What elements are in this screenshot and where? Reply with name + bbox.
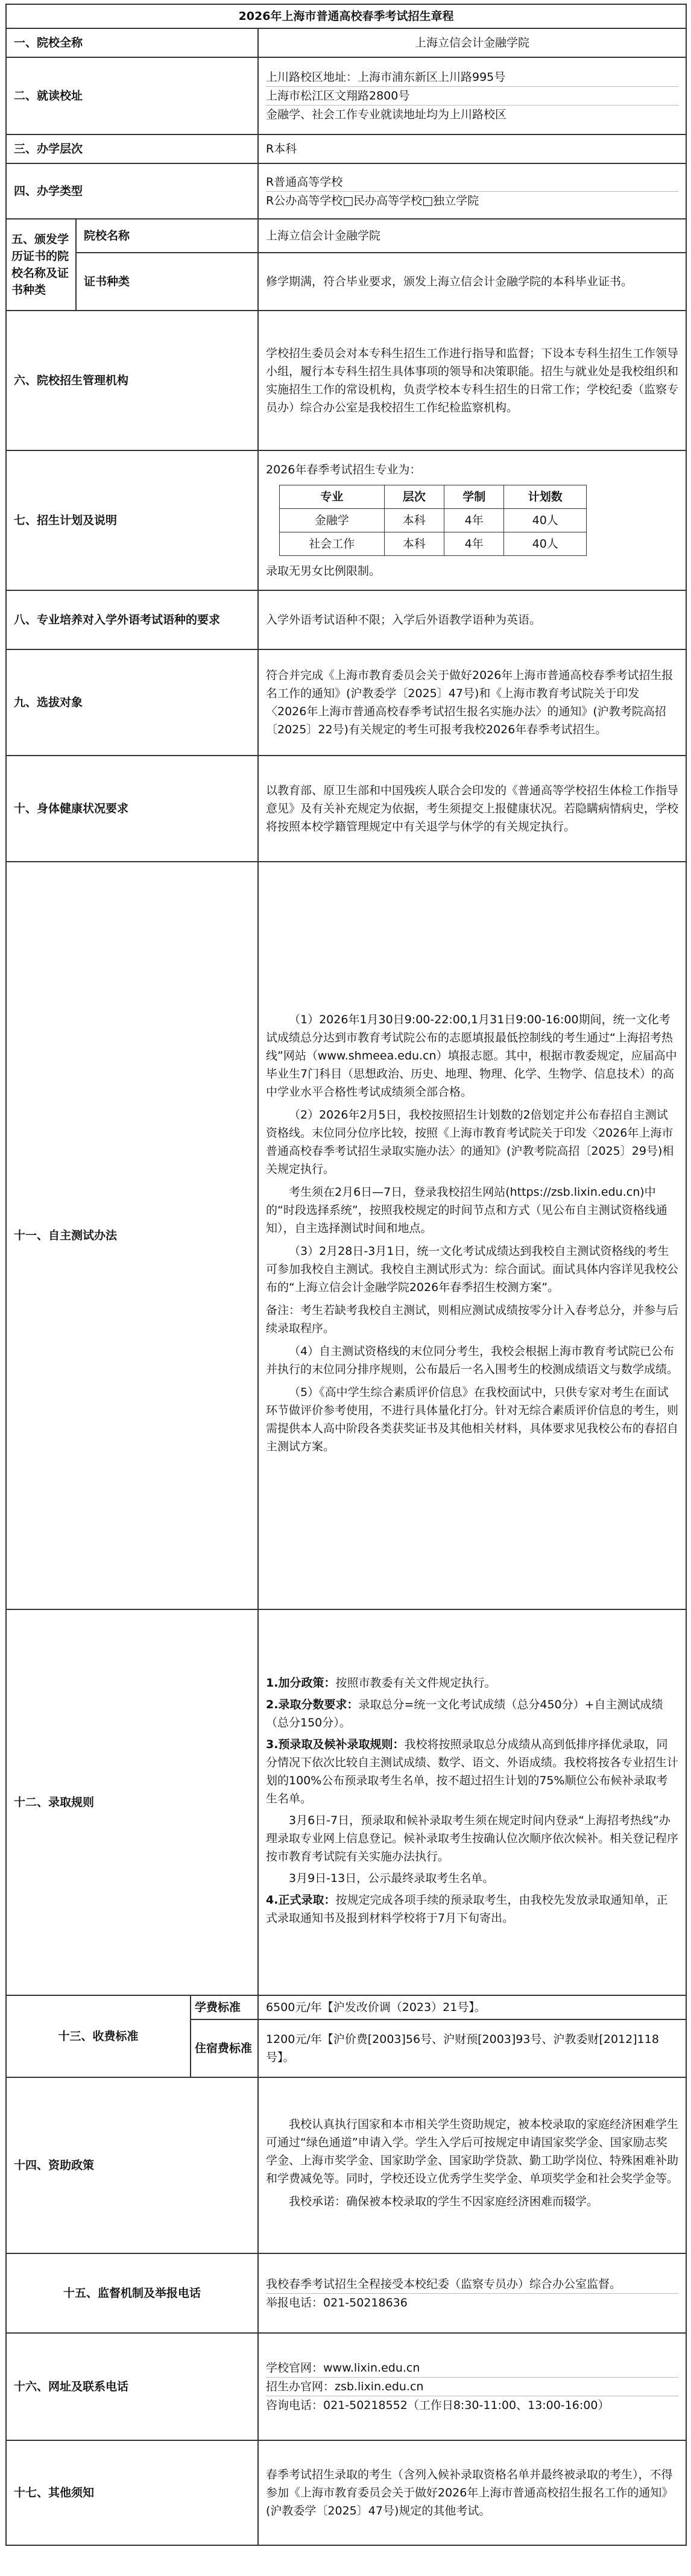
school-website: 学校官网：www.lixin.edu.cn — [266, 2359, 678, 2378]
value-school-name: 上海立信会计金融学院 — [258, 28, 686, 57]
value-foreign-language: 入学外语考试语种不限；入学后外语教学语种为英语。 — [258, 590, 686, 649]
enrollment-header-row — [280, 485, 587, 509]
label-school-name: 一、院校全称 — [6, 28, 258, 57]
label-tuition: 学费标准 — [191, 1995, 258, 2019]
title-row — [6, 4, 686, 28]
test-para-5: （4）自主测试资格线的末位同分考生，我校会根据上海市教育考试院已公布并执行的末位同分排序规则，公布最后一名入围考生的校测成绩语文与数学成绩。 — [266, 1345, 679, 1376]
row-contact — [6, 2333, 686, 2440]
school-type-line-2: R公办高等学校□民办高等学校□独立学院 — [266, 194, 479, 207]
label-cert-type: 证书种类 — [76, 253, 258, 311]
test-para-6: （5）《高中学生综合素质评价信息》在我校面试中，只供专家对考生在面试环节做评价参考使用，不进行具体量化打分。针对无综合素质评价信息的考生，则需提供本人高中阶段各类获奖证书及其他相关材料，具体要求见我校公布的春招自主测试方案。 — [266, 1386, 679, 1453]
row-fees-tuition — [6, 1995, 686, 2019]
value-admission-rules — [258, 1609, 686, 1995]
cell-level: 本科 — [384, 532, 444, 556]
row-foreign-language — [6, 590, 686, 649]
rule-3 — [266, 1735, 678, 1808]
value-cert-school-name: 上海立信会计金融学院 — [258, 219, 686, 253]
label-supervision: 十五、监督机制及举报电话 — [6, 2253, 258, 2333]
label-cert-school-name: 院校名称 — [76, 219, 258, 253]
cell-duration: 4年 — [444, 509, 504, 532]
value-education-level: R本科 — [258, 134, 686, 163]
label-contact: 十六、网址及联系电话 — [6, 2333, 258, 2440]
value-financial-aid — [258, 2077, 686, 2253]
label-other-notes: 十七、其他须知 — [6, 2440, 258, 2545]
school-type-line-1: R普通高等学校 — [266, 173, 678, 192]
supervision-text: 我校春季考试招生全程接受本校纪委（监察专员办）综合办公室监督。 — [266, 2275, 678, 2294]
row-education-level — [6, 134, 686, 163]
rule-3-para-2: 3月6日-7日，预录取和候补录取考生须在规定时间内登录“上海招考热线”办理录取专业网上信息登记。候补录取考生按确认位次顺序依次候补。相关登记程序按市教育考试院有关实施办法执行。 — [266, 1814, 679, 1863]
row-campus-address — [6, 57, 686, 134]
row-school-name — [6, 28, 686, 57]
value-health: 以教育部、原卫生部和中国残疾人联合会印发的《普通高等学校招生体检工作指导意见》及有关补充规定为依据，考生须提交上报健康状况。若隐瞒病情病史，学校将按照本校学籍管理规定中有关退学与休学的有关规定执行。 — [258, 756, 686, 862]
value-other-notes: 春季考试招生录取的考生（含列入候补录取资格名单并最终被录取的考生），不得参加《上海市教育委员会关于做好2026年上海市普通高校招生报名工作的通知》(沪教委学〔2025〕47号)规定的其他考试。 — [258, 2440, 686, 2545]
label-school-type: 四、办学类型 — [6, 163, 258, 219]
rule-3-title: 3.预录取及候补录取规则： — [266, 1738, 405, 1751]
header-major: 专业 — [280, 485, 385, 509]
value-cert-type: 修学期满，符合毕业要求，颁发上海立信会计金融学院的本科毕业证书。 — [258, 253, 686, 311]
label-education-level: 三、办学层次 — [6, 134, 258, 163]
value-campus-address — [258, 57, 686, 134]
label-financial-aid: 十四、资助政策 — [6, 2077, 258, 2253]
page-title: 2026年上海市普通高校春季考试招生章程 — [6, 4, 686, 28]
table-row — [280, 532, 587, 556]
test-note: 备注：考生若缺考我校自主测试，则相应测试成绩按零分计入春考总分，并参与后续录取程序。 — [266, 1304, 679, 1335]
label-eligibility: 九、选拔对象 — [6, 649, 258, 756]
value-independent-test — [258, 862, 686, 1609]
row-certificate-type — [6, 253, 686, 311]
address-line-1: 上川路校区地址：上海市浦东新区上川路995号 — [266, 68, 678, 87]
header-level: 层次 — [384, 485, 444, 509]
value-contact — [258, 2333, 686, 2440]
cell-major: 金融学 — [280, 509, 385, 532]
label-admission-office: 六、院校招生管理机构 — [6, 311, 258, 450]
cell-duration: 4年 — [444, 532, 504, 556]
label-campus-address: 二、就读校址 — [6, 57, 258, 134]
enrollment-intro: 2026年春季考试招生专业为： — [266, 463, 421, 476]
rule-2-text: 录取总分=统一文化考试成绩（总分450分）+自主测试成绩（总分150分）。 — [266, 1698, 663, 1729]
rule-3-para-3: 3月9日-13日，公示最终录取考生名单。 — [289, 1872, 494, 1885]
cell-level: 本科 — [384, 509, 444, 532]
address-line-3: 金融学、社会工作专业就读地址均为上川路校区 — [266, 108, 507, 121]
row-health — [6, 756, 686, 862]
row-admission-rules — [6, 1609, 686, 1995]
report-phone: 举报电话：021-50218636 — [266, 2296, 408, 2309]
test-para-4: （3）2月28日-3月1日，统一文化考试成绩达到我校自主测试资格线的考生可参加我校自主测试。我校自主测试形式为：综合面试。面试具体内容详见我校公布的“上海立信会计金融学院2026年春季招生校测方案”。 — [266, 1245, 679, 1294]
rule-1-text: 按照市教委有关文件规定执行。 — [335, 1676, 496, 1690]
label-admission-rules: 十二、录取规则 — [6, 1609, 258, 1995]
value-enrollment-plan — [258, 450, 686, 590]
row-eligibility — [6, 649, 686, 756]
row-supervision — [6, 2253, 686, 2333]
rule-4-title: 4.正式录取： — [266, 1893, 336, 1907]
admission-website: 招生办官网：zsb.lixin.edu.cn — [266, 2378, 678, 2396]
rule-4-text: 按规定完成各项手续的预录取考生，由我校先发放录取通知单，正式录取通知书及报到材料学校将于7月下旬寄出。 — [266, 1893, 668, 1925]
header-quota: 计划数 — [504, 485, 587, 509]
row-school-type — [6, 163, 686, 219]
row-enrollment-plan — [6, 450, 686, 590]
label-fees: 十三、收费标准 — [6, 1995, 191, 2077]
label-foreign-language: 八、专业培养对入学外语考试语种的要求 — [6, 590, 258, 649]
label-certificate: 五、颁发学历证书的院校名称及证书种类 — [6, 219, 76, 311]
aid-para-1: 我校认真执行国家和本市相关学生资助规定，被本校录取的家庭经济困难学生可通过“绿色通道”申请入学。学生入学后可按规定申请国家奖学金、国家励志奖学金、上海市奖学金、国家助学金、国家助学贷款、勤工助学岗位、特殊困难补助和学费减免等。同时，学校还设立优秀学生奖学金、单项奖学金和社会奖学金等。 — [266, 2118, 679, 2185]
rule-2 — [266, 1696, 678, 1732]
header-duration: 学制 — [444, 485, 504, 509]
rule-3-text: 我校将按照录取总分成绩从高到低排序择优录取，同分情况下依次比较自主测试成绩、数学、语文、外语成绩。我校将按各专业招生计划的100%公布预录取考生名单，按不超过招生计划的75%顺位公布候补录取考生名单。 — [266, 1738, 679, 1805]
aid-para-2: 我校承诺：确保被本校录取的学生不因家庭经济困难而辍学。 — [289, 2195, 599, 2208]
value-lodging: 1200元/年【沪价费[2003]56号、沪财预[2003]93号、沪教委财[2012]118号】。 — [258, 2019, 686, 2077]
rule-1 — [266, 1674, 678, 1692]
label-independent-test: 十一、自主测试办法 — [6, 862, 258, 1609]
row-certificate-school — [6, 219, 686, 253]
table-row — [280, 509, 587, 532]
test-para-2: （2）2026年2月5日，我校按照招生计划数的2倍划定并公布春招自主测试资格线。末位同分位序比较，按照《上海市教育考试院关于印发〈2026年上海市普通高校春季考试招生录取实施办法〉的通知》(沪教考院高招〔2025〕29号)相关规定执行。 — [266, 1108, 674, 1176]
value-admission-office: 学校招生委员会对本专科生招生工作进行指导和监督；下设本专科生招生工作领导小组，履行本专科生招生具体事项的领导和决策职能。招生与就业处是我校组织和实施招生工作的常设机构，负责学校本专科生招生的日常工作；学校纪委（监察专员办）综合办公室是我校招生工作纪检监察机构。 — [258, 311, 686, 450]
test-para-3: 考生须在2月6日—7日，登录我校招生网站(https://zsb.lixin.edu.cn)中的“时段选择系统”，按照我校规定的时间节点和方式（见公布自主测试资格线通知），自主选择测试时间和地点。 — [266, 1185, 667, 1235]
value-eligibility: 符合并完成《上海市教育委员会关于做好2026年上海市普通高校春季考试招生报名工作的通知》(沪教委学〔2025〕47号)和《上海市教育考试院关于印发〈2026年上海市普通高校春季考试招生报名实施办法〉的通知》(沪教考院高招〔2025〕22号)有关规定的考生可报考我校2026年春季考试招生。 — [258, 649, 686, 756]
row-other-notes — [6, 2440, 686, 2545]
row-admission-office — [6, 311, 686, 450]
value-supervision — [258, 2253, 686, 2333]
row-independent-test — [6, 862, 686, 1609]
label-lodging: 住宿费标准 — [191, 2019, 258, 2077]
enrollment-plan-table — [279, 485, 587, 556]
consult-phone: 咨询电话：021-50218552（工作日8:30-11:00、13:00-16:00） — [266, 2399, 610, 2412]
cell-quota: 40人 — [504, 532, 587, 556]
value-tuition: 6500元/年【沪发改价调（2023）21号】。 — [258, 1995, 686, 2019]
label-enrollment-plan: 七、招生计划及说明 — [6, 450, 258, 590]
cell-quota: 40人 — [504, 509, 587, 532]
label-health: 十、身体健康状况要求 — [6, 756, 258, 862]
rule-4 — [266, 1891, 678, 1927]
address-line-2: 上海市松江区文翔路2800号 — [266, 87, 678, 106]
enrollment-note: 录取无男女比例限制。 — [266, 564, 381, 578]
row-financial-aid — [6, 2077, 686, 2253]
test-para-1: （1）2026年1月30日9:00-22:00,1月31日9:00-16:00期间，统一文化考试成绩总分达到市教育考试院公布的志愿填报最低控制线的考生通过“上海招考热线”网站（www.shmeea.edu.cn）填报志愿。其中，根据市教委规定，应届高中毕业生7门科目（思想政治、历史、地理、物理、化学、生物学、信息技术）的高中学业水平合格性考试成绩须全部合格。 — [266, 1013, 677, 1099]
charter-table — [5, 4, 687, 2546]
cell-major: 社会工作 — [280, 532, 385, 556]
value-school-type — [258, 163, 686, 219]
rule-1-title: 1.加分政策： — [266, 1676, 336, 1690]
rule-2-title: 2.录取分数要求： — [266, 1698, 359, 1711]
